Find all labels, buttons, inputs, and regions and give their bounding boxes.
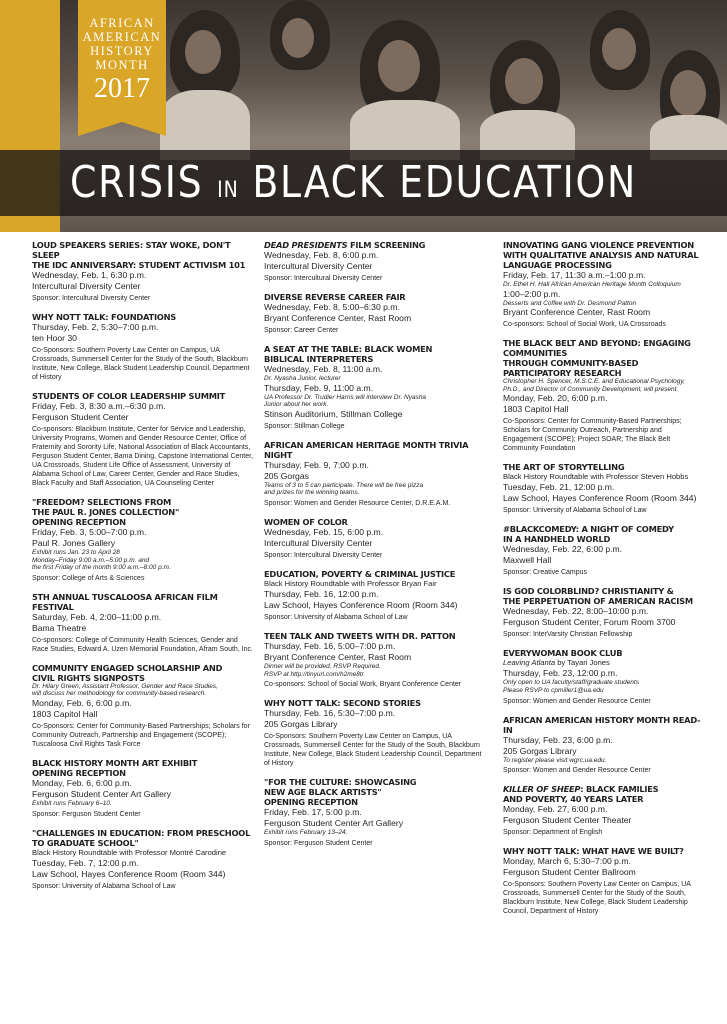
event-location: Law School, Hayes Conference Room (Room 344) <box>264 599 458 610</box>
event-date: Monday, Feb. 6, 6:00 p.m. <box>32 777 132 788</box>
event-location: 1803 Capitol Hall <box>32 708 98 719</box>
event-date: Tuesday, Feb. 7, 12:00 p.m. <box>32 857 139 868</box>
event-title: NEW AGE BLACK ARTISTS" <box>264 787 382 798</box>
event-subtitle <box>503 472 703 482</box>
event-date: Thursday, Feb. 23, 6:00 p.m. <box>503 734 613 745</box>
event-listing <box>32 592 256 654</box>
event-title-text: BLACK HISTORY MONTH ART EXHIBIT <box>32 757 198 768</box>
event-title <box>32 312 256 322</box>
event-title-text: IS GOD COLORBLIND? CHRISTIANITY & <box>503 586 674 597</box>
event-location: 205 Gorgas <box>264 470 309 481</box>
event-location: Ferguson Student Center Art Gallery <box>32 788 172 799</box>
event-sponsor: Co-sponsors: College of Community Health Sciences, Gender and Race Studies, Edward A. Uzen Memorial Foundation, Afram South, Inc. <box>32 636 253 653</box>
event-title <box>32 758 256 768</box>
event-title <box>503 715 703 735</box>
event-subtitle-italic: Leaving Atlanta <box>503 658 556 668</box>
event-sponsor: Sponsor: Career Center <box>264 327 339 334</box>
event-listing <box>264 569 488 622</box>
event-title-text: 5TH ANNUAL TUSCALOOSA AFRICAN FILM FESTIVAL <box>32 591 218 612</box>
page-title: CRISIS IN BLACK EDUCATION <box>70 157 638 208</box>
event-title-text: EVERYWOMAN BOOK CLUB <box>503 648 623 659</box>
event-date: Friday, Feb. 3, 5:00–7:00 p.m. <box>32 527 147 537</box>
banner-line: AMERICAN <box>82 30 162 44</box>
events-column-1 <box>32 240 256 900</box>
event-listing <box>264 440 488 508</box>
event-title: OPENING RECEPTION <box>264 797 358 808</box>
event-date: Thursday, Feb. 16, 5:30–7:00 p.m. <box>264 708 396 719</box>
event-subtitle-text: Black History Roundtable with Professor Montré Carodine <box>32 847 227 857</box>
event-note: Exhibit runs February 6–10. <box>32 799 112 807</box>
event-title <box>32 592 256 612</box>
event-note: and prizes for the winning teams. <box>264 489 360 497</box>
event-sponsor: Sponsor: Intercultural Diversity Center <box>264 551 383 559</box>
event-title <box>503 784 703 794</box>
banner-line: AFRICAN <box>89 16 155 30</box>
events-column-2 <box>264 240 488 857</box>
event-note: Only open to UA faculty/staff/graduate students <box>503 679 639 687</box>
event-subtitle <box>503 658 703 668</box>
event-date: Thursday, Feb. 2, 5:30–7:00 p.m. <box>32 322 159 332</box>
event-listing <box>32 240 256 303</box>
event-listing <box>264 292 488 335</box>
event-title-text: A SEAT AT THE TABLE: BLACK WOMEN <box>264 344 433 354</box>
event-title-text: TEEN TALK AND TWEETS WITH DR. PATTON <box>264 630 456 641</box>
events-column-3 <box>503 240 703 925</box>
event-location: Ferguson Student Center Art Gallery <box>264 818 404 829</box>
event-location: Stinson Auditorium, Stillman College <box>264 408 403 419</box>
event-note: will discuss her methodology for community-based research. <box>32 690 207 698</box>
event-note: the first Friday of the month 9:00 a.m.–8:00 p.m. <box>32 564 171 572</box>
event-title: AND POVERTY, 40 YEARS LATER <box>503 794 644 805</box>
history-month-banner <box>78 0 166 122</box>
event-title <box>32 240 256 260</box>
event-title <box>264 292 488 302</box>
event-title: THE PAUL R. JONES COLLECTION" <box>32 507 180 517</box>
event-title <box>264 631 488 641</box>
event-title-text: #BLACKCOMEDY: A NIGHT OF COMEDY <box>503 524 674 535</box>
event-location: 205 Gorgas Library <box>503 745 577 756</box>
event-note: Ph.D., and Director of Community Development, will present. <box>503 385 679 393</box>
event-subtitle-text: by Tayari Jones <box>555 658 610 668</box>
event-date: Monday, Feb. 20, 6:00 p.m. <box>503 393 608 404</box>
event-location: ten Hoor 30 <box>32 333 77 343</box>
event-title-text: "CHALLENGES IN EDUCATION: FROM PRESCHOOL <box>32 827 251 838</box>
event-sponsor: Co-Sponsors: Center for Community-Based Partnerships; Scholars for Community Outreach, Partnership and Engagement (SCOPE); Project SOAR; The Black Belt Community Foundation <box>503 418 682 453</box>
event-date: Monday, March 6, 5:30–7:00 p.m. <box>503 856 631 867</box>
event-listing <box>264 344 488 431</box>
event-sponsor: Sponsor: Department of English <box>503 829 603 837</box>
event-listing <box>32 663 256 749</box>
event-date: Wednesday, Feb. 22, 6:00 p.m. <box>503 544 623 555</box>
event-title <box>264 569 488 579</box>
event-title-italic: DEAD PRESIDENTS <box>264 240 348 250</box>
event-title-text: "FOR THE CULTURE: SHOWCASING <box>264 777 417 788</box>
event-note: Monday–Friday 9:00 a.m.–5:00 p.m. and <box>32 556 150 564</box>
event-note: Please RSVP to cpmiller1@ua.edu <box>503 686 604 694</box>
event-date: Tuesday, Feb. 21, 12:00 p.m. <box>503 482 615 493</box>
event-listing <box>503 648 703 705</box>
event-title-text: AFRICAN AMERICAN HERITAGE MONTH TRIVIA NIGHT <box>264 439 469 460</box>
event-location: Maxwell Hall <box>503 555 552 566</box>
event-note: RSVP at http://tinyurl.com/h2me8tr <box>264 670 364 678</box>
event-title <box>264 698 488 708</box>
event-title-text: WHY NOTT TALK: WHAT HAVE WE BUILT? <box>503 846 684 857</box>
event-title-text: LOUD SPEAKERS SERIES: STAY WOKE, DON'T SLEEP <box>32 240 231 260</box>
event-note: Junior about her work. <box>264 401 329 409</box>
event-location: Bryant Conference Center, Rast Room <box>264 313 412 323</box>
event-date: Wednesday, Feb. 22, 8:00–10:00 p.m. <box>503 606 649 617</box>
event-sponsor: Sponsor: Ferguson Student Center <box>264 839 373 847</box>
event-location: 1803 Capitol Hall <box>503 404 569 415</box>
event-title: LANGUAGE PROCESSING <box>503 260 612 270</box>
event-sponsor: Co-Sponsors: Southern Poverty Law Center on Campus, UA Crossroads, Summersell Center for the Study of the South, Blackburn Institute, New College, Black Student Leadership Council, Department of History <box>503 881 691 916</box>
event-subtitle-text: Black History Roundtable with Professor Steven Hobbs <box>503 472 689 482</box>
event-title: TO GRADUATE SCHOOL" <box>32 837 139 848</box>
event-title-text: COMMUNITY ENGAGED SCHOLARSHIP AND <box>32 662 223 673</box>
event-title-text: EDUCATION, POVERTY & CRIMINAL JUSTICE <box>264 568 456 579</box>
event-title-text: DIVERSE REVERSE CAREER FAIR <box>264 292 406 302</box>
event-date: Thursday, Feb. 9, 11:00 a.m. <box>264 382 374 393</box>
event-sponsor: Sponsor: College of Arts & Sciences <box>32 574 145 582</box>
event-listing <box>32 312 256 382</box>
event-title <box>503 524 703 534</box>
event-listing <box>32 391 256 488</box>
event-title-italic: KILLER OF SHEEP <box>503 784 581 795</box>
event-location: Bama Theatre <box>32 622 87 633</box>
event-sponsor: Co-Sponsors: Southern Poverty Law Center on Campus, UA Crossroads, Summersell Center for the Study of the South, Blackburn Institute, New College, Black Student Leadership Council, Department of History <box>32 347 250 381</box>
event-subtitle-text: Black History Roundtable with Professor Bryan Fair <box>264 578 437 588</box>
event-sponsor: Sponsor: Intercultural Diversity Center <box>32 295 151 302</box>
banner-line: HISTORY <box>90 44 154 58</box>
event-title <box>503 586 703 596</box>
event-sponsor: Sponsor: Stillman College <box>264 422 345 430</box>
event-title: IN A HANDHELD WORLD <box>503 534 611 545</box>
event-title: THE PERPETUATION OF AMERICAN RACISM <box>503 596 693 607</box>
event-note: Dr. Hilary Green, Assistant Professor, Gender and Race Studies, <box>32 682 218 690</box>
event-title-text: "FREEDOM? SELECTIONS FROM <box>32 497 172 507</box>
event-listing <box>264 631 488 689</box>
event-listing <box>32 758 256 819</box>
event-title <box>503 846 703 856</box>
event-location: Paul R. Jones Gallery <box>32 538 116 548</box>
event-note: Exhibit runs Jan. 23 to April 28 <box>32 549 120 556</box>
event-sponsor: Co-sponsors: School of Social Work, Bryant Conference Center <box>264 681 462 689</box>
event-date: Wednesday, Feb. 8, 6:00 p.m. <box>264 250 379 260</box>
event-title <box>264 777 488 787</box>
event-sponsor: Sponsor: University of Alabama School of Law <box>32 882 176 890</box>
event-note: Desserts and Coffee with Dr. Desmond Patton <box>503 299 637 307</box>
event-location: Law School, Hayes Conference Room (Room 344) <box>503 493 697 504</box>
banner-line: MONTH <box>95 58 149 72</box>
event-subtitle <box>264 579 488 589</box>
event-note: UA Professor Dr. Trudier Harris will interview Dr. Nyasha <box>264 393 427 401</box>
event-title-text: AFRICAN AMERICAN HISTORY MONTH READ-IN <box>503 714 701 735</box>
event-sponsor: Co-Sponsors: Southern Poverty Law Center on Campus, UA Crossroads, Summersell Center for the Study of the South, Blackburn Institute, New College, Black Student Leadership Council, Department of History <box>264 733 482 768</box>
header <box>0 0 727 232</box>
event-listing <box>503 462 703 515</box>
event-note: Christopher H. Spencer, M.S.C.E. and Educational Psychology, <box>503 378 685 386</box>
event-listing <box>503 784 703 837</box>
event-date: Thursday, Feb. 9, 7:00 p.m. <box>264 459 369 470</box>
event-title <box>264 517 488 527</box>
event-sponsor: Sponsor: University of Alabama School of Law <box>264 613 408 621</box>
event-sponsor: Sponsor: Women and Gender Resource Center <box>503 767 651 775</box>
event-date: Wednesday, Feb. 8, 5:00–6:30 p.m. <box>264 302 400 312</box>
event-location: Ferguson Student Center Theater <box>503 815 632 826</box>
event-note: To register please visit wgrc.ua.edu. <box>503 756 607 764</box>
event-location: Ferguson Student Center Ballroom <box>503 867 636 878</box>
event-sponsor: Sponsor: Women and Gender Resource Center <box>503 697 651 705</box>
event-listing <box>32 497 256 583</box>
event-title <box>32 391 256 401</box>
event-sponsor: Sponsor: University of Alabama School of Law <box>503 507 647 515</box>
event-location: Intercultural Diversity Center <box>264 537 373 548</box>
event-subtitle <box>32 848 256 858</box>
event-date: Monday, Feb. 27, 6:00 p.m. <box>503 804 608 815</box>
event-title <box>503 240 703 250</box>
event-title-text: WOMEN OF COLOR <box>264 516 348 527</box>
event-date: Monday, Feb. 6, 6:00 p.m. <box>32 697 132 708</box>
event-title-text: THE BLACK BELT AND BEYOND: ENGAGING COMMUNITIES <box>503 338 691 359</box>
event-date: Wednesday, Feb. 1, 6:30 p.m. <box>32 270 147 280</box>
event-location: Bryant Conference Center, Rast Room <box>503 307 651 318</box>
event-title <box>264 240 488 250</box>
event-title-text: THE ART OF STORYTELLING <box>503 462 625 473</box>
event-title: THE IDC ANNIVERSARY: STUDENT ACTIVISM 101 <box>32 260 246 270</box>
event-title: OPENING RECEPTION <box>32 767 126 778</box>
event-title <box>264 344 488 354</box>
event-listing <box>264 777 488 848</box>
event-title-text: WHY NOTT TALK: FOUNDATIONS <box>32 312 177 322</box>
event-title <box>32 663 256 673</box>
event-note: Dinner will be provided. RSVP Required. <box>264 662 381 670</box>
event-listing <box>264 698 488 768</box>
banner-year: 2017 <box>94 73 150 104</box>
event-date: Friday, Feb. 17, 5:00 p.m. <box>264 807 362 818</box>
event-note: Exhibit runs February 13–24. <box>264 829 348 837</box>
event-title-text: FILM SCREENING <box>347 240 426 250</box>
event-note: Teams of 3 to 5 can participate. There will be free pizza <box>264 481 424 489</box>
event-location: 205 Gorgas Library <box>264 719 338 730</box>
event-location: Intercultural Diversity Center <box>32 281 141 291</box>
event-sponsor: Sponsor: Women and Gender Resource Center, D.R.E.A.M. <box>264 499 451 507</box>
event-date: Saturday, Feb. 4, 2:00–11:00 p.m. <box>32 611 162 622</box>
event-listing <box>264 517 488 560</box>
event-sponsor: Co-sponsors: Blackburn Institute, Center for Service and Leadership, University Programs, Women and Gender Resource Center, Office of Fraternity and Sorority Life, National Association of Black Accountants, Ferguson Student Center, Bama Dining, Capstone International Center, UA Crossroads, Student Life Office of Assessment, University of Alabama School of Law, Career Center, Gender and Race Studies, Black Faculty and Staff Association, UA Counseling Center <box>32 426 254 487</box>
event-date: 1:00–2:00 p.m. <box>503 288 561 299</box>
event-sponsor: Sponsor: Intercultural Diversity Center <box>264 275 383 282</box>
event-sponsor: Co-sponsors: School of Social Work, UA Crossroads <box>503 321 666 329</box>
event-title: OPENING RECEPTION <box>32 517 126 527</box>
event-listing <box>264 240 488 283</box>
event-title-text: STUDENTS OF COLOR LEADERSHIP SUMMIT <box>32 391 225 401</box>
event-listing <box>32 828 256 891</box>
event-location: Ferguson Student Center <box>32 412 129 422</box>
event-sponsor: Sponsor: Creative Campus <box>503 569 588 577</box>
event-date: Wednesday, Feb. 8, 11:00 a.m. <box>264 364 383 374</box>
event-listing <box>503 524 703 577</box>
event-title <box>32 828 256 838</box>
event-listing <box>503 846 703 916</box>
event-note: Dr. Ethel H. Hall African American Heritage Month Colloquium <box>503 281 681 288</box>
event-title-text: : BLACK FAMILIES <box>580 784 659 795</box>
event-location: Bryant Conference Center, Rast Room <box>264 651 412 662</box>
event-title <box>32 497 256 507</box>
event-listing <box>503 240 703 329</box>
event-title-text: INNOVATING GANG VIOLENCE PREVENTION <box>503 240 694 250</box>
event-date: Friday, Feb. 17, 11:30 a.m.–1:00 p.m. <box>503 270 646 280</box>
event-date: Thursday, Feb. 16, 12:00 p.m. <box>264 588 379 599</box>
event-location: Intercultural Diversity Center <box>264 261 373 271</box>
event-date: Thursday, Feb. 23, 12:00 p.m. <box>503 668 618 679</box>
event-title <box>264 440 488 460</box>
event-location: Ferguson Student Center, Forum Room 3700 <box>503 617 676 628</box>
event-sponsor: Sponsor: InterVarsity Christian Fellowship <box>503 631 633 639</box>
event-title <box>503 648 703 658</box>
event-title: THROUGH COMMUNITY-BASED PARTICIPATORY RESEARCH <box>503 358 639 379</box>
event-sponsor: Sponsor: Ferguson Student Center <box>32 810 141 818</box>
event-note: Dr. Nyasha Junior, lecturer <box>264 375 341 382</box>
event-location: Law School, Hayes Conference Room (Room 344) <box>32 868 226 879</box>
event-listing <box>503 338 703 453</box>
event-date: Wednesday, Feb. 15, 6:00 p.m. <box>264 526 384 537</box>
event-title <box>503 338 703 358</box>
event-title: CIVIL RIGHTS SIGNPOSTS <box>32 672 145 683</box>
event-title <box>503 462 703 472</box>
event-sponsor: Co-Sponsors: Center for Community-Based Partnerships; Scholars for Community Outreach, Partnership and Engagement (SCOPE); Tuscaloosa Civil Rights Task Force <box>32 722 250 748</box>
event-title: WITH QUALITATIVE ANALYSIS AND NATURAL <box>503 250 699 260</box>
event-date: Thursday, Feb. 16, 5:00–7:00 p.m. <box>264 640 396 651</box>
event-title-text: WHY NOTT TALK: SECOND STORIES <box>264 698 421 709</box>
event-title: BIBLICAL INTERPRETERS <box>264 354 374 364</box>
event-date: Friday, Feb. 3, 8:30 a.m.–6:30 p.m. <box>32 401 166 411</box>
event-listing <box>503 586 703 639</box>
event-listing <box>503 715 703 776</box>
